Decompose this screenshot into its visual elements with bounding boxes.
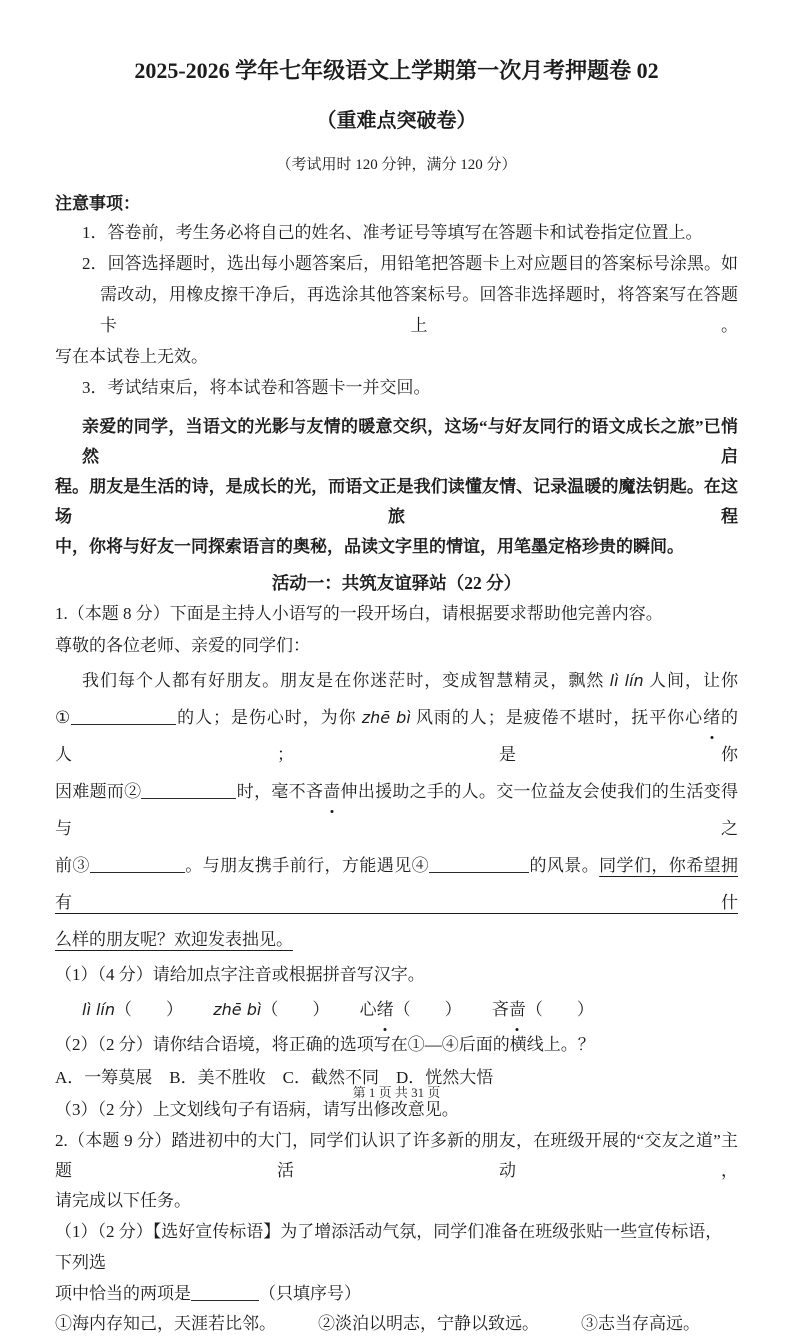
speech-text: ① [55,708,72,727]
page-subtitle: （重难点突破卷） [316,110,477,132]
slogan-option-1: ①海内存知己，天涯若比邻。 [55,1314,276,1333]
stem-text: （1）（2 分）【选好宣传标语】为了增添活动气氛，同学们准备在班级张贴一些宣传标语，下列选 [55,1222,723,1272]
speech-line-2 [55,699,738,773]
speech-text: 人间，让你 [643,671,739,690]
char-text: 吝 [491,1000,509,1019]
dotted-char: 绪 [377,992,394,1028]
speech-salutation: 尊敬的各位老师、亲爱的同学们： [55,636,310,655]
answer-paren: （ ） [115,1000,184,1019]
char-text: 心 [359,1000,377,1019]
exam-time-info: （考试用时 120 分钟，满分 120 分） [276,157,517,173]
question1-stem: 1.（本题 8 分）下面是主持人小语写的一段开场白，请根据要求帮助他完善内容。 [55,604,663,623]
pinyin-text: zhē bì [361,708,411,727]
question1-sub1-stem: （1）（4 分）请给加点字注音或根据拼音写汉字。 [55,965,425,984]
speech-text: 的风景。 [529,856,600,875]
underlined-clause: 么样的朋友呢？欢迎发表拙见。 [55,930,293,949]
speech-text: 伸出援助之手的人。交一位益友会使我们的生活变得与之 [55,782,739,838]
pinyin-text: zhē bì [213,1000,262,1019]
speech-line-4 [55,847,738,921]
slogan-options-row [55,1309,738,1339]
question1-sub3-stem: （3）（2 分）上文划线句子有语病，请写出修改意见。 [55,1100,459,1119]
blank-line-4 [429,856,529,873]
page-title: 2025-2026 学年七年级语文上学期第一次月考押题卷 02 [134,58,659,83]
dotted-char: 啬 [323,773,340,810]
question2-sub1-stem-line-1 [55,1216,738,1278]
slogan-option-2: ②淡泊以明志，宁静以致远。 [318,1314,539,1333]
speech-text: 因难题而② [55,782,142,801]
intro-paragraph [55,412,738,562]
answer-paren: （ ） [261,1000,330,1019]
intro-line-1: 亲爱的同学，当语文的光影与友情的暖意交织，这场“与好友同行的语文成长之旅”已悄然启 [82,417,738,466]
speech-text: 的人；是你 [55,708,739,764]
blank-line-5 [191,1284,259,1301]
stem-text: （只填序号） [259,1284,361,1303]
blank-line-2 [141,782,236,799]
notice-line-2: 2．回答选择题时，选出每小题答案后，用铅笔把答题卡上对应题目的答案标号涂黑。如 [82,254,738,273]
dotted-char: 啬 [509,992,526,1028]
pinyin-exercise-row [55,992,738,1028]
question2-stem-line-1: 2.（本题 9 分）踏进初中的大门，同学们认识了许多新的朋友，在班级开展的“交友之道”主题活动， [55,1131,738,1180]
intro-line-3: 中，你将与好友一同探索语言的奥秘，品读文字里的情谊，用笔墨定格珍贵的瞬间。 [55,537,684,556]
speech-text: 时，毫不吝 [236,782,324,801]
question1-sub2-stem: （2）（2 分）请你结合语境，将正确的选项写在①—④后面的横线上。？ [55,1035,595,1054]
answer-paren: （ ） [393,1000,462,1019]
notice-line-5: 3．考试结束后，将本试卷和答题卡一并交回。 [82,378,431,397]
speech-text: 我们每个人都有好朋友。朋友是在你迷茫时，变成智慧精灵，飘然 [82,671,610,690]
question2-sub1-stem-line-2 [55,1278,738,1309]
slogan-option-3: ③志当存高远。 [581,1314,700,1333]
blank-line-3 [90,856,185,873]
speech-text: 风雨的人；是疲倦不堪时，抚平你心 [410,708,704,727]
dotted-char: 绪 [703,699,720,736]
speech-text: 。与朋友携手前行，方能遇见④ [184,856,430,875]
question2-stem-line-2: 请完成以下任务。 [55,1191,191,1210]
underlined-clause: 同学们，你希望拥有什 [55,856,739,912]
notice-heading: 注意事项： [55,194,140,213]
activity1-heading: 活动一：共筑友谊驿站（22 分） [271,573,522,593]
speech-line-3 [55,773,738,847]
pinyin-text: lì lín [609,671,644,690]
question1-sub2-options: A．一筹莫展 B．美不胜收 C．截然不同 D．恍然大悟 [55,1068,494,1087]
stem-text: 项中恰当的两项是 [55,1284,191,1303]
speech-line-5 [55,921,738,958]
page-footer: 第 1 页 共 31 页 [352,1085,441,1100]
notice-line-4: 写在本试卷上无效。 [55,347,208,366]
speech-line-1 [55,662,738,699]
notice-line-3: 需改动，用橡皮擦干净后，再选涂其他答案标号。回答非选择题时，将答案写在答题卡上。 [100,285,738,335]
notice-line-1: 1．答卷前，考生务必将自己的姓名、准考证号等填写在答题卡和试卷指定位置上。 [82,223,703,242]
blank-line-1 [71,708,176,725]
speech-text: 的人；是伤心时，为你 [176,708,362,727]
intro-line-2: 程。朋友是生活的诗，是成长的光，而语文正是我们读懂友情、记录温暖的魔法钥匙。在这场旅程 [55,477,738,526]
speech-text: 前③ [55,856,90,875]
answer-paren: （ ） [525,1000,594,1019]
pinyin-text: lì lín [82,1000,116,1019]
